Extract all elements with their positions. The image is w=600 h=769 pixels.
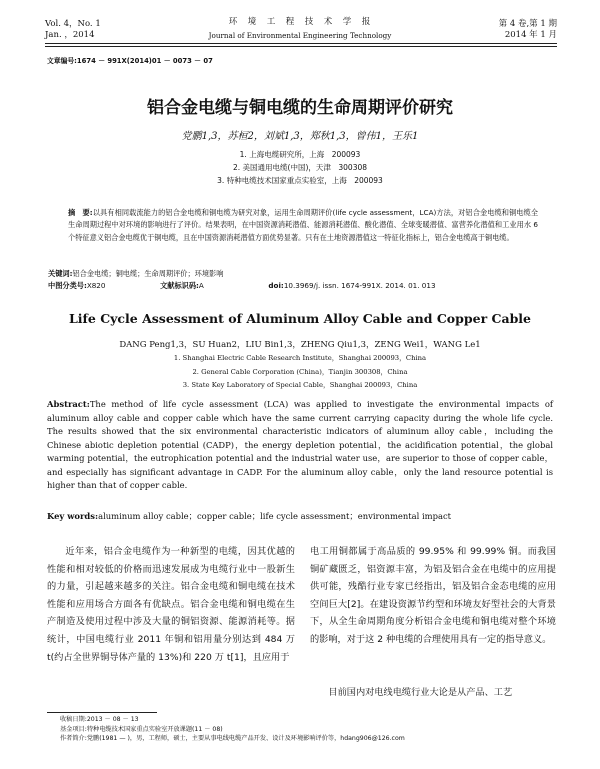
keywords-cn (48, 268, 538, 280)
keywords-en-text: aluminum alloy cable；copper cable；life cycle assessment；environmental impact (98, 511, 452, 521)
affil-en-2: 2. General Cable Corporation (China)，Tianjin 300308，China (192, 367, 408, 376)
title-cn: 铝合金电缆与铜电缆的生命周期评价研究 (147, 98, 453, 118)
issue-cn-label: 第 4 卷,第 1 期 (498, 19, 557, 29)
footnote-rule (47, 712, 157, 713)
authors-cn (100, 127, 500, 142)
abstract-cn (68, 207, 538, 244)
affil-cn-2: 2. 美国通用电缆(中国)，天津 300308 (232, 163, 368, 172)
authors-en: DANG Peng1,3，SU Huan2，LIU Bin1,3，ZHENG Qiu1,3，ZENG Wei1，WANG Le1 (119, 340, 481, 350)
abstract-cn-text: 以具有相同载流能力的铝合金电缆和铜电缆为研究对象，运用生命周期评价(life cycle assessment，LCA)方法，对铝合金电缆和铜电缆全生命周期过程中对环境的影响进行了评价。结果表明，在中国资源消耗潜值、能源消耗潜值、酸化潜值、全球变暖潜值、富营养化潜值和工业用水 6 个特征意义铝合金电缆优于铜电缆，且在中国资源消耗潜值方面优势显著。只有在土地资源潜值这一特征化指标上，铝合金电缆高于铜电缆。 (68, 208, 539, 242)
header-rule-top (45, 43, 557, 44)
abstract-en-label: Abstract: (47, 399, 90, 409)
volume-label: Vol. 4，No. 1 (45, 19, 101, 29)
date-en-label: Jan. ，2014 (45, 30, 95, 40)
doc-code-label: 文献标识码: (160, 281, 199, 290)
footnotes (60, 715, 560, 744)
article-number: 文章编号:1674 － 991X(2014)01 － 0073 － 07 (47, 57, 213, 65)
keywords-cn-text: 铝合金电缆；铜电缆；生命周期评价；环境影响 (72, 269, 224, 278)
journal-title-en: Journal of Environmental Engineering Technology (208, 31, 392, 40)
affil-en-1: 1. Shanghai Electric Cable Research Institute，Shanghai 200093，China (173, 354, 427, 362)
doc-code-value: A (198, 281, 204, 290)
doi-label: doi: (268, 281, 284, 290)
body-column-right: 电工用铜都属于高品质的 99.95% 和 99.99% 铜。而我国铜矿藏匮乏，铝资源丰富，为铝及铝合金在电缆中的应用提供可能，残酷行业专家已经指出，铝及铝合金态电缆的应用空间巨大[2]。在建设资源节约型和环境友好型社会的大背景下，从全生命周期角度分析铝合金电缆和铜电缆对整个环境的影响，对于这 2 种电缆的合理使用具有一定的指导意义。 (310, 546, 556, 645)
abstract-en (47, 398, 553, 493)
authors-cn-text: 党鹏1,3，苏桓2，刘斌1,3，郑秋1,3，曾伟1，王乐1 (181, 131, 419, 142)
keywords-en-label: Key words: (47, 511, 99, 521)
footnote-received: 收稿日期:2013 － 08 － 13 (60, 716, 139, 723)
clc-label: 中图分类号: (48, 281, 87, 290)
footnote-author: 作者简介:党鹏(1981 — )，男，工程师，硕士，主要从事电线电缆产品开发、设计及环境影响评价等，hdang906@126.com (60, 735, 405, 743)
header-rule-bottom (45, 46, 557, 47)
affiliations-en (100, 352, 500, 393)
body-column-left: 近年来，铝合金电缆作为一种新型的电缆，因其优越的性能和相对较低的价格而迅速发展成为电缆行业中一股新生的力量，引起越来越多的关注。铝合金电缆和铜电缆在技术性能和应用场合方面各有优缺点。铝合金电缆和铜电缆在生产制造及使用过程中涉及大量的铜铝资源、能源消耗等。据统计，中国电缆行业 2011 年铜和铝用量分别达到 484 万 t(约占全世界铜导体产量的 13%)和 220 万 t[1]，且应用于 (47, 546, 295, 663)
footnote-funding: 基金项目:特种电缆技术国家重点实验室开放课题(11 － 08) (60, 725, 223, 733)
clc-value: X820 (86, 281, 106, 290)
abstract-en-text: The method of life cycle assessment (LCA) was applied to investigate the environmental impacts of aluminum alloy cable and copper cable which have the same current carrying capacity during the whole life cycle. The results showed that the six environmental characteristic indicators of aluminum alloy cable，including the Chinese abiotic depletion potential (CADP)，the energy depletion potential，the acidification potential，the global warming potential，the eutrophication potential and the industrial water use，are superior to those of copper cable，and especially has significant advantage in CADP. For the aluminum alloy cable，only the land resource potential is higher than that of copper cable. (47, 399, 553, 490)
abstract-cn-label: 摘 要: (68, 208, 93, 217)
affil-cn-3: 3. 特种电缆技术国家重点实验室，上海 200093 (217, 176, 383, 185)
journal-title-cn: 环 境 工 程 技 术 学 报 (228, 17, 372, 27)
affil-cn-1: 1. 上海电缆研究所，上海 200093 (239, 150, 361, 159)
keywords-en (47, 510, 553, 524)
body-column-right-para2: 目前国内对电线电缆行业大论是从产品、工艺 (328, 687, 513, 698)
affil-en-3: 3. State Key Laboratory of Special Cable，Shanghai 200093，China (182, 381, 418, 389)
date-cn-label: 2014 年 1 月 (504, 30, 557, 40)
affiliations-cn (150, 148, 450, 187)
doi-value: 10.3969/j. issn. 1674-991X. 2014. 01. 013 (283, 281, 436, 290)
keywords-cn-label: 关键词: (48, 269, 73, 278)
classification-line (48, 280, 548, 292)
title-en: Life Cycle Assessment of Aluminum Alloy Cable and Copper Cable (68, 311, 532, 326)
